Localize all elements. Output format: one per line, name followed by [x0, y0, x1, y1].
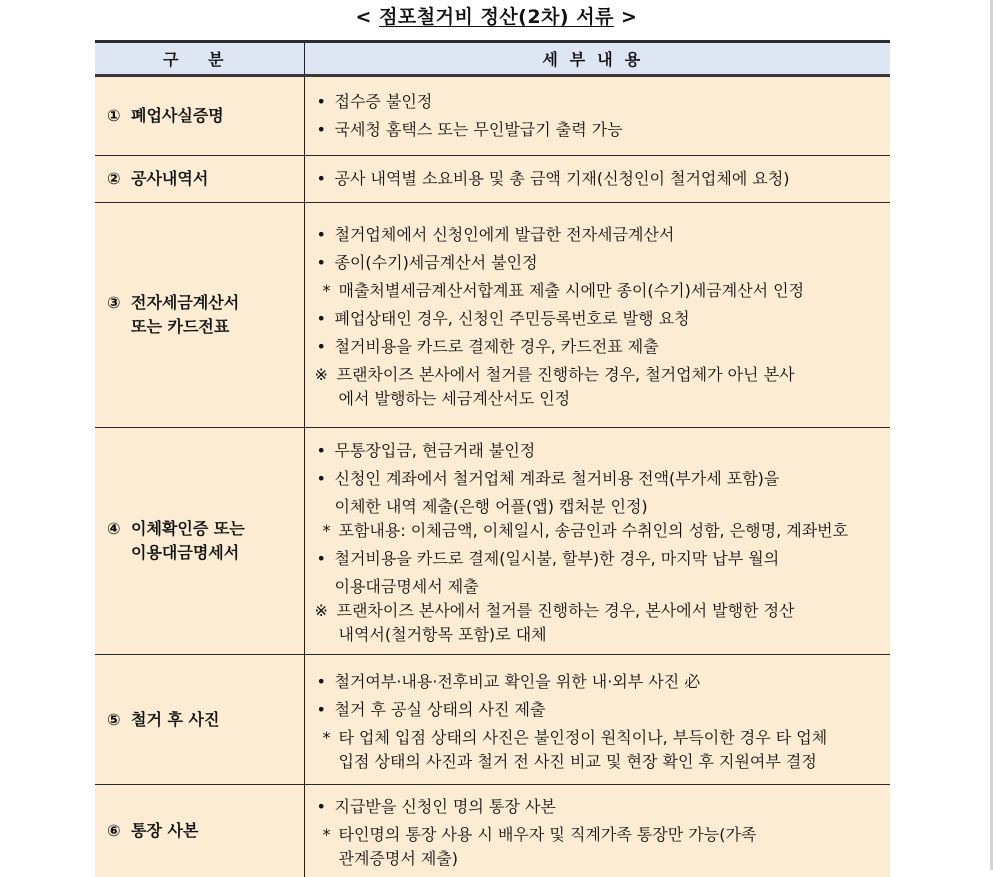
- bullet-icon: •: [315, 167, 335, 191]
- detail-text: 철거비용을 카드로 결제한 경우, 카드전표 제출: [335, 337, 659, 356]
- detail-line-bullet: [315, 335, 883, 359]
- header-details: 세부내용: [304, 42, 890, 76]
- row-label-line: 또는 카드전표: [131, 315, 239, 339]
- row-number: ①: [107, 104, 131, 128]
- table-row: [95, 203, 890, 428]
- asterisk-icon: *: [323, 726, 339, 750]
- detail-text: 철거업체에서 신청인에게 발급한 전자세금계산서: [335, 225, 675, 244]
- detail-text: 타 업체 입점 상태의 사진은 불인정이 원칙이나, 부득이한 경우 타 업체: [339, 728, 828, 747]
- table-row: [95, 76, 890, 156]
- detail-line-ref: [315, 599, 883, 623]
- detail-line-bullet: [315, 251, 883, 275]
- row-label-line: 전자세금계산서: [131, 291, 239, 315]
- bullet-icon: •: [315, 118, 335, 142]
- bullet-icon: •: [315, 698, 335, 722]
- detail-text: 신청인 계좌에서 철거업체 계좌로 철거비용 전액(부가세 포함)을: [335, 469, 780, 488]
- row-number: ②: [107, 167, 131, 191]
- row-label-line: 이용대금명세서: [131, 541, 245, 565]
- row-label: [131, 167, 208, 191]
- detail-text: 철거여부·내용·전후비교 확인을 위한 내·외부 사진 必: [335, 672, 701, 691]
- detail-line-refcont: [315, 387, 883, 411]
- row-category-cell: [95, 156, 304, 203]
- documents-table: [95, 40, 890, 877]
- detail-line-bullet: [315, 439, 883, 463]
- detail-line-star: [315, 823, 883, 847]
- asterisk-icon: *: [323, 279, 339, 303]
- detail-line-bullet: [315, 670, 883, 694]
- row-label: [131, 104, 224, 128]
- detail-text: 접수증 불인정: [335, 92, 433, 111]
- detail-text: 국세청 홈택스 또는 무인발급기 출력 가능: [335, 120, 623, 139]
- detail-text: 폐업상태인 경우, 신청인 주민등록번호로 발행 요청: [335, 309, 690, 328]
- bullet-icon: •: [315, 670, 335, 694]
- detail-text: 이체한 내역 제출(은행 어플(앱) 캡처분 인정): [335, 497, 648, 516]
- row-label: [131, 517, 245, 565]
- row-label: [131, 708, 219, 732]
- row-label-line: 철거 후 사진: [131, 708, 219, 732]
- row-number: ④: [107, 517, 131, 541]
- row-category-cell: [95, 76, 304, 156]
- detail-line-contstar: [315, 847, 883, 871]
- table-row: [95, 428, 890, 655]
- detail-text: 무통장입금, 현금거래 불인정: [335, 441, 536, 460]
- row-details-cell: [304, 203, 890, 428]
- title-text: 점포철거비 정산(2차) 서류: [379, 6, 614, 28]
- detail-text: 철거비용을 카드로 결제(일시불, 할부)한 경우, 마지막 납부 월의: [335, 549, 780, 568]
- row-label: [131, 291, 239, 339]
- row-number: ③: [107, 291, 131, 315]
- table-row: [95, 785, 890, 877]
- detail-line-bullet: [315, 698, 883, 722]
- bullet-icon: •: [315, 547, 335, 571]
- row-category-cell: [95, 428, 304, 655]
- detail-line-refcont: [315, 623, 883, 647]
- bullet-icon: •: [315, 90, 335, 114]
- detail-line-bullet: [315, 307, 883, 331]
- row-category-cell: [95, 785, 304, 877]
- detail-text: 프랜차이즈 본사에서 철거를 진행하는 경우, 본사에서 발행한 정산: [337, 601, 795, 620]
- detail-text: 지급받을 신청인 명의 통장 사본: [335, 797, 556, 816]
- detail-line-bullet: [315, 795, 883, 819]
- bullet-icon: •: [315, 467, 335, 491]
- detail-line-ref: [315, 363, 883, 387]
- bullet-icon: •: [315, 439, 335, 463]
- bullet-icon: •: [315, 795, 335, 819]
- row-category-cell: [95, 203, 304, 428]
- bullet-icon: •: [315, 251, 335, 275]
- table-row: [95, 655, 890, 785]
- detail-text: 내역서(철거항목 포함)로 대체: [339, 625, 547, 644]
- reference-mark-icon: ※: [315, 363, 337, 387]
- detail-text: 이용대금명세서 제출: [335, 577, 479, 596]
- detail-line-star: [315, 519, 883, 543]
- row-details-cell: [304, 428, 890, 655]
- detail-text: 종이(수기)세금계산서 불인정: [335, 253, 538, 272]
- row-number: ⑥: [107, 819, 131, 843]
- row-category-cell: [95, 655, 304, 785]
- detail-text: 프랜차이즈 본사에서 철거를 진행하는 경우, 철거업체가 아닌 본사: [337, 365, 795, 384]
- detail-text: 포함내용: 이체금액, 이체일시, 송금인과 수취인의 성함, 은행명, 계좌번호: [339, 521, 849, 540]
- detail-text: 에서 발행하는 세금계산서도 인정: [339, 389, 571, 408]
- detail-text: 매출처별세금계산서합계표 제출 시에만 종이(수기)세금계산서 인정: [339, 281, 805, 300]
- row-label-line: 이체확인증 또는: [131, 517, 245, 541]
- detail-line-star: [315, 279, 883, 303]
- detail-line-bullet: [315, 118, 883, 142]
- row-details-cell: [304, 785, 890, 877]
- row-details-cell: [304, 76, 890, 156]
- row-number: ⑤: [107, 708, 131, 732]
- row-details-cell: [304, 655, 890, 785]
- detail-line-bullet: [315, 467, 883, 491]
- detail-line-cont: [315, 495, 883, 519]
- bullet-icon: •: [315, 223, 335, 247]
- asterisk-icon: *: [323, 519, 339, 543]
- table-row: [95, 156, 890, 203]
- detail-line-cont: [315, 575, 883, 599]
- detail-text: 공사 내역별 소요비용 및 총 금액 기재(신청인이 철거업체에 요청): [335, 169, 790, 188]
- table-body: [95, 76, 890, 877]
- header-category: 구 분: [95, 42, 304, 76]
- row-label-line: 폐업사실증명: [131, 104, 224, 128]
- detail-line-bullet: [315, 90, 883, 114]
- row-label-line: 통장 사본: [131, 819, 198, 843]
- row-label-line: 공사내역서: [131, 167, 208, 191]
- detail-text: 관계증명서 제출): [339, 849, 459, 868]
- document-title: [0, 2, 993, 29]
- detail-line-contstar: [315, 750, 883, 774]
- table-header-row: [95, 42, 890, 76]
- bullet-icon: •: [315, 307, 335, 331]
- asterisk-icon: *: [323, 823, 339, 847]
- detail-line-bullet: [315, 547, 883, 571]
- title-prefix: <: [356, 6, 380, 28]
- detail-line-star: [315, 726, 883, 750]
- row-label: [131, 819, 198, 843]
- row-details-cell: [304, 156, 890, 203]
- title-suffix: >: [614, 6, 638, 28]
- detail-text: 입점 상태의 사진과 철거 전 사진 비교 및 현장 확인 후 지원여부 결정: [339, 752, 817, 771]
- detail-line-bullet: [315, 223, 883, 247]
- bullet-icon: •: [315, 335, 335, 359]
- detail-text: 타인명의 통장 사용 시 배우자 및 직계가족 통장만 가능(가족: [339, 825, 757, 844]
- reference-mark-icon: ※: [315, 599, 337, 623]
- detail-line-bullet: [315, 167, 883, 191]
- detail-text: 철거 후 공실 상태의 사진 제출: [335, 700, 546, 719]
